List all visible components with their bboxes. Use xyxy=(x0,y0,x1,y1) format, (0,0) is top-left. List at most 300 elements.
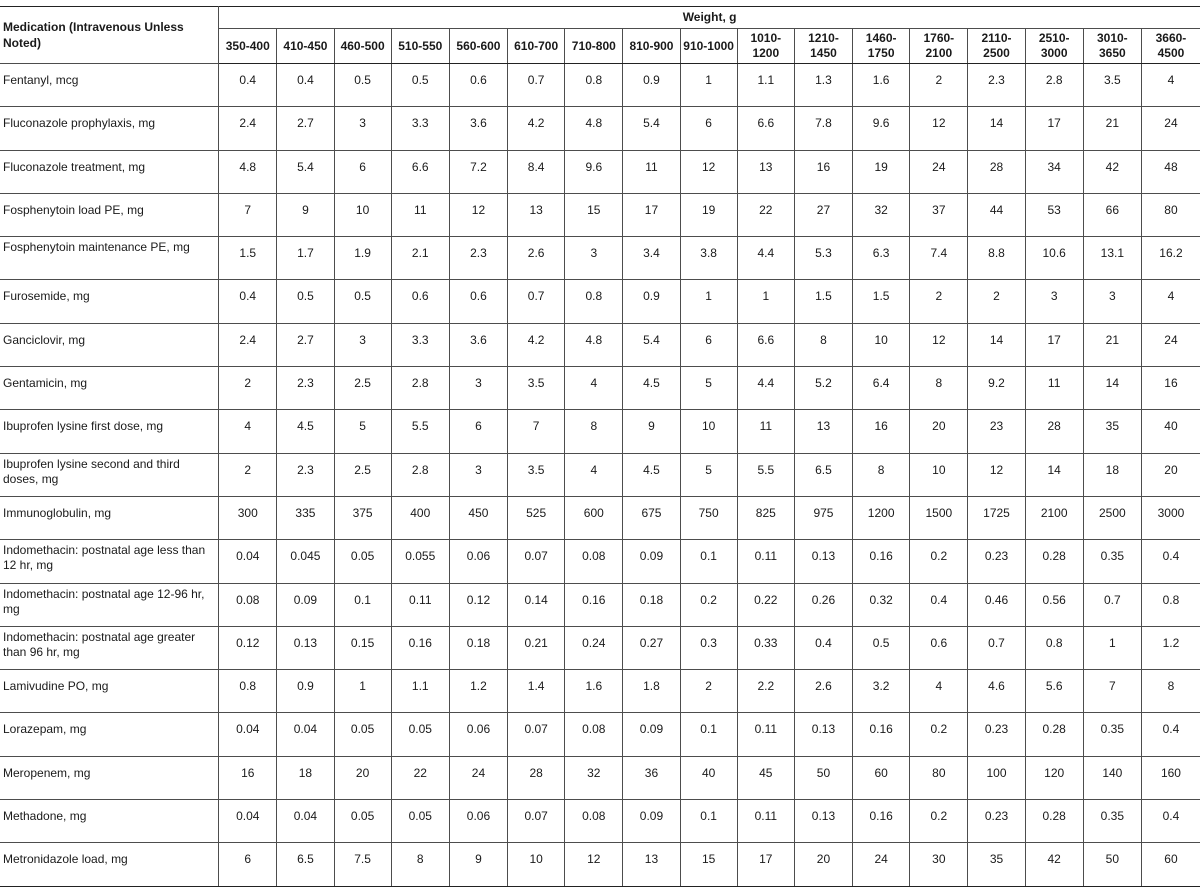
dose-cell: 9 xyxy=(623,410,680,453)
dose-cell: 7.5 xyxy=(334,843,391,886)
dose-cell: 1.6 xyxy=(565,670,623,713)
medication-name-cell: Fluconazole treatment, mg xyxy=(0,150,219,193)
dose-cell: 3 xyxy=(334,107,391,150)
dose-cell: 0.4 xyxy=(1141,800,1200,843)
dose-cell: 0.2 xyxy=(910,800,968,843)
dose-cell: 0.6 xyxy=(910,626,968,669)
dose-cell: 2.8 xyxy=(391,453,449,496)
dose-cell: 2.8 xyxy=(391,367,449,410)
dose-cell: 9.6 xyxy=(565,150,623,193)
dose-cell: 14 xyxy=(1025,453,1083,496)
dose-cell: 24 xyxy=(853,843,910,886)
dose-cell: 34 xyxy=(1025,150,1083,193)
dose-cell: 11 xyxy=(737,410,794,453)
medication-name-cell: Methadone, mg xyxy=(0,800,219,843)
dose-cell: 0.04 xyxy=(219,800,277,843)
dose-cell: 1 xyxy=(680,280,737,323)
dose-cell: 7.4 xyxy=(910,237,968,280)
dose-cell: 1500 xyxy=(910,496,968,539)
dose-cell: 0.8 xyxy=(1025,626,1083,669)
dose-cell: 750 xyxy=(680,496,737,539)
dose-cell: 0.9 xyxy=(277,670,334,713)
dose-cell: 825 xyxy=(737,496,794,539)
dose-cell: 2.3 xyxy=(449,237,507,280)
dose-cell: 5.4 xyxy=(277,150,334,193)
weight-range-header: 2510-3000 xyxy=(1025,29,1083,64)
dose-cell: 8.8 xyxy=(968,237,1025,280)
table-row xyxy=(0,64,1200,107)
dose-cell: 0.14 xyxy=(508,583,565,626)
weight-range-header: 350-400 xyxy=(219,29,277,64)
table-row xyxy=(0,107,1200,150)
dose-cell: 16 xyxy=(1141,367,1200,410)
dose-cell: 45 xyxy=(737,756,794,799)
table-row xyxy=(0,323,1200,366)
dose-cell: 9.6 xyxy=(853,107,910,150)
dose-cell: 13.1 xyxy=(1083,237,1141,280)
dose-cell: 0.27 xyxy=(623,626,680,669)
dose-cell: 4.4 xyxy=(737,237,794,280)
dose-cell: 12 xyxy=(449,193,507,236)
dose-cell: 0.9 xyxy=(623,280,680,323)
medication-name-cell: Fosphenytoin maintenance PE, mg xyxy=(0,237,219,280)
dose-cell: 0.05 xyxy=(334,540,391,583)
weight-range-header: 1210-1450 xyxy=(794,29,852,64)
dose-cell: 2.3 xyxy=(277,367,334,410)
dose-cell: 35 xyxy=(968,843,1025,886)
dose-cell: 160 xyxy=(1141,756,1200,799)
dose-cell: 6.3 xyxy=(853,237,910,280)
dose-cell: 1.2 xyxy=(1141,626,1200,669)
dose-cell: 0.5 xyxy=(334,280,391,323)
dose-cell: 0.12 xyxy=(449,583,507,626)
dose-cell: 0.7 xyxy=(508,280,565,323)
dose-cell: 2.4 xyxy=(219,323,277,366)
dose-cell: 4 xyxy=(1141,64,1200,107)
dose-cell: 0.16 xyxy=(565,583,623,626)
dose-cell: 2.5 xyxy=(334,453,391,496)
dose-cell: 0.09 xyxy=(623,540,680,583)
dose-cell: 2.1 xyxy=(391,237,449,280)
dose-cell: 0.11 xyxy=(737,540,794,583)
dose-cell: 0.4 xyxy=(219,64,277,107)
dose-cell: 7 xyxy=(219,193,277,236)
medication-name-cell: Ibuprofen lysine first dose, mg xyxy=(0,410,219,453)
dose-cell: 3.6 xyxy=(449,323,507,366)
dose-cell: 5.4 xyxy=(623,323,680,366)
medication-name-cell: Fluconazole prophylaxis, mg xyxy=(0,107,219,150)
dose-cell: 0.23 xyxy=(968,540,1025,583)
dose-cell: 0.1 xyxy=(680,800,737,843)
dose-cell: 0.16 xyxy=(853,713,910,756)
dose-cell: 7.2 xyxy=(449,150,507,193)
dose-cell: 0.9 xyxy=(623,64,680,107)
dose-cell: 5.5 xyxy=(391,410,449,453)
medication-name-cell: Meropenem, mg xyxy=(0,756,219,799)
dose-cell: 50 xyxy=(794,756,852,799)
dose-cell: 0.18 xyxy=(449,626,507,669)
dose-cell: 6.6 xyxy=(737,107,794,150)
dose-cell: 37 xyxy=(910,193,968,236)
dose-cell: 0.11 xyxy=(391,583,449,626)
medication-name-cell: Lorazepam, mg xyxy=(0,713,219,756)
dose-cell: 3.5 xyxy=(1083,64,1141,107)
dose-cell: 0.045 xyxy=(277,540,334,583)
dose-cell: 1725 xyxy=(968,496,1025,539)
dose-cell: 0.055 xyxy=(391,540,449,583)
dose-cell: 2.3 xyxy=(277,453,334,496)
dose-cell: 975 xyxy=(794,496,852,539)
dose-cell: 0.04 xyxy=(219,713,277,756)
dose-cell: 3 xyxy=(449,453,507,496)
dose-cell: 6 xyxy=(334,150,391,193)
dose-cell: 6 xyxy=(680,323,737,366)
dose-cell: 11 xyxy=(391,193,449,236)
dose-cell: 3.4 xyxy=(623,237,680,280)
dose-cell: 0.23 xyxy=(968,800,1025,843)
dose-cell: 5.3 xyxy=(794,237,852,280)
dose-cell: 3.5 xyxy=(508,367,565,410)
medication-name-cell: Ganciclovir, mg xyxy=(0,323,219,366)
dose-cell: 9 xyxy=(277,193,334,236)
dose-cell: 12 xyxy=(910,323,968,366)
weight-range-header: 3660-4500 xyxy=(1141,29,1200,64)
dose-cell: 17 xyxy=(623,193,680,236)
dose-cell: 13 xyxy=(623,843,680,886)
dose-cell: 1.6 xyxy=(853,64,910,107)
dose-cell: 1 xyxy=(334,670,391,713)
dose-cell: 6 xyxy=(449,410,507,453)
table-row xyxy=(0,367,1200,410)
dose-cell: 3.5 xyxy=(508,453,565,496)
dose-cell: 0.06 xyxy=(449,713,507,756)
weight-group-header: Weight, g xyxy=(219,7,1200,29)
dose-cell: 28 xyxy=(508,756,565,799)
dose-cell: 24 xyxy=(1141,107,1200,150)
dose-cell: 15 xyxy=(565,193,623,236)
dose-cell: 3 xyxy=(1083,280,1141,323)
dose-cell: 40 xyxy=(1141,410,1200,453)
dosing-table xyxy=(0,6,1200,887)
dose-cell: 66 xyxy=(1083,193,1141,236)
dose-cell: 0.13 xyxy=(794,800,852,843)
dose-cell: 12 xyxy=(910,107,968,150)
table-row xyxy=(0,280,1200,323)
dose-cell: 0.5 xyxy=(853,626,910,669)
dose-cell: 6.5 xyxy=(794,453,852,496)
dose-cell: 0.05 xyxy=(334,800,391,843)
dose-cell: 450 xyxy=(449,496,507,539)
dose-cell: 4.5 xyxy=(623,367,680,410)
dose-cell: 53 xyxy=(1025,193,1083,236)
weight-range-header: 810-900 xyxy=(623,29,680,64)
dose-cell: 42 xyxy=(1083,150,1141,193)
dose-cell: 22 xyxy=(391,756,449,799)
dose-cell: 0.32 xyxy=(853,583,910,626)
weight-range-header: 460-500 xyxy=(334,29,391,64)
dose-cell: 0.16 xyxy=(853,800,910,843)
dose-cell: 2.4 xyxy=(219,107,277,150)
dose-cell: 27 xyxy=(794,193,852,236)
dose-cell: 1.8 xyxy=(623,670,680,713)
dose-cell: 3 xyxy=(334,323,391,366)
dose-cell: 120 xyxy=(1025,756,1083,799)
dose-cell: 5.6 xyxy=(1025,670,1083,713)
dose-cell: 0.8 xyxy=(565,64,623,107)
dose-cell: 4.8 xyxy=(219,150,277,193)
dose-cell: 16 xyxy=(853,410,910,453)
dose-cell: 0.6 xyxy=(391,280,449,323)
dose-cell: 0.3 xyxy=(680,626,737,669)
dose-cell: 16 xyxy=(219,756,277,799)
dose-cell: 0.12 xyxy=(219,626,277,669)
dose-cell: 0.2 xyxy=(910,540,968,583)
weight-range-header: 3010-3650 xyxy=(1083,29,1141,64)
weight-range-header: 1010-1200 xyxy=(737,29,794,64)
dose-cell: 0.4 xyxy=(1141,540,1200,583)
dose-cell: 0.13 xyxy=(794,713,852,756)
dose-cell: 3.3 xyxy=(391,107,449,150)
dose-cell: 16 xyxy=(794,150,852,193)
dose-cell: 0.8 xyxy=(565,280,623,323)
dose-cell: 14 xyxy=(968,107,1025,150)
dose-cell: 9 xyxy=(449,843,507,886)
dose-cell: 23 xyxy=(968,410,1025,453)
dose-cell: 0.4 xyxy=(910,583,968,626)
dose-cell: 12 xyxy=(968,453,1025,496)
dose-cell: 0.4 xyxy=(1141,713,1200,756)
table-row xyxy=(0,237,1200,280)
dose-cell: 0.26 xyxy=(794,583,852,626)
dose-cell: 16.2 xyxy=(1141,237,1200,280)
table-body xyxy=(0,64,1200,887)
dose-cell: 19 xyxy=(680,193,737,236)
dose-cell: 32 xyxy=(853,193,910,236)
dose-cell: 4.2 xyxy=(508,107,565,150)
dose-cell: 24 xyxy=(910,150,968,193)
dose-cell: 3000 xyxy=(1141,496,1200,539)
dose-cell: 4 xyxy=(565,367,623,410)
dose-cell: 8 xyxy=(853,453,910,496)
dose-cell: 14 xyxy=(1083,367,1141,410)
dose-cell: 11 xyxy=(623,150,680,193)
dose-cell: 3.3 xyxy=(391,323,449,366)
dose-cell: 17 xyxy=(1025,323,1083,366)
dose-cell: 0.21 xyxy=(508,626,565,669)
dose-cell: 0.2 xyxy=(910,713,968,756)
dose-cell: 6 xyxy=(680,107,737,150)
table-row xyxy=(0,453,1200,496)
dose-cell: 5 xyxy=(334,410,391,453)
dose-cell: 4.6 xyxy=(968,670,1025,713)
dose-cell: 2 xyxy=(968,280,1025,323)
dose-cell: 2 xyxy=(680,670,737,713)
dose-cell: 375 xyxy=(334,496,391,539)
medication-name-cell: Indomethacin: postnatal age greater than 96 hr, mg xyxy=(0,626,219,669)
dose-cell: 36 xyxy=(623,756,680,799)
dose-cell: 12 xyxy=(565,843,623,886)
dose-cell: 12 xyxy=(680,150,737,193)
dose-cell: 1.9 xyxy=(334,237,391,280)
dose-cell: 0.8 xyxy=(1141,583,1200,626)
weight-range-header: 1460-1750 xyxy=(853,29,910,64)
weight-range-header: 510-550 xyxy=(391,29,449,64)
dose-cell: 8.4 xyxy=(508,150,565,193)
dose-cell: 48 xyxy=(1141,150,1200,193)
dose-cell: 0.09 xyxy=(623,713,680,756)
dose-cell: 0.07 xyxy=(508,540,565,583)
dose-cell: 7.8 xyxy=(794,107,852,150)
dose-cell: 0.08 xyxy=(219,583,277,626)
dose-cell: 400 xyxy=(391,496,449,539)
dose-cell: 2.7 xyxy=(277,107,334,150)
weight-range-header: 1760-2100 xyxy=(910,29,968,64)
dose-cell: 0.33 xyxy=(737,626,794,669)
dose-cell: 0.08 xyxy=(565,540,623,583)
dose-cell: 0.04 xyxy=(277,800,334,843)
dose-cell: 4.5 xyxy=(623,453,680,496)
table-row xyxy=(0,193,1200,236)
dose-cell: 24 xyxy=(449,756,507,799)
weight-range-header: 410-450 xyxy=(277,29,334,64)
dose-cell: 0.5 xyxy=(277,280,334,323)
medication-name-cell: Immunoglobulin, mg xyxy=(0,496,219,539)
medication-name-cell: Lamivudine PO, mg xyxy=(0,670,219,713)
dose-cell: 0.46 xyxy=(968,583,1025,626)
dose-cell: 80 xyxy=(910,756,968,799)
dose-cell: 0.56 xyxy=(1025,583,1083,626)
dose-cell: 1.1 xyxy=(391,670,449,713)
dose-cell: 5 xyxy=(680,453,737,496)
dose-cell: 6.6 xyxy=(391,150,449,193)
dose-cell: 13 xyxy=(508,193,565,236)
table-row xyxy=(0,713,1200,756)
dose-cell: 1.5 xyxy=(794,280,852,323)
dose-cell: 0.4 xyxy=(277,64,334,107)
dose-cell: 675 xyxy=(623,496,680,539)
medication-column-header: Medication (Intravenous Unless Noted) xyxy=(0,7,219,64)
dose-cell: 0.7 xyxy=(968,626,1025,669)
dose-cell: 22 xyxy=(737,193,794,236)
dose-cell: 13 xyxy=(794,410,852,453)
dose-cell: 2.6 xyxy=(794,670,852,713)
dose-cell: 2 xyxy=(219,367,277,410)
dose-cell: 50 xyxy=(1083,843,1141,886)
dose-cell: 0.05 xyxy=(391,713,449,756)
dose-cell: 8 xyxy=(1141,670,1200,713)
dose-cell: 7 xyxy=(1083,670,1141,713)
dose-cell: 1.2 xyxy=(449,670,507,713)
dose-cell: 0.5 xyxy=(334,64,391,107)
dose-cell: 0.7 xyxy=(508,64,565,107)
dose-cell: 5.2 xyxy=(794,367,852,410)
dose-cell: 0.2 xyxy=(680,583,737,626)
dose-cell: 0.15 xyxy=(334,626,391,669)
dose-cell: 0.05 xyxy=(391,800,449,843)
weight-range-header: 910-1000 xyxy=(680,29,737,64)
dose-cell: 0.11 xyxy=(737,800,794,843)
dose-cell: 0.1 xyxy=(680,540,737,583)
dose-cell: 19 xyxy=(853,150,910,193)
dose-cell: 0.1 xyxy=(680,713,737,756)
dose-cell: 0.16 xyxy=(853,540,910,583)
dose-cell: 0.6 xyxy=(449,64,507,107)
dose-cell: 18 xyxy=(277,756,334,799)
dose-cell: 2 xyxy=(910,64,968,107)
dose-cell: 4.8 xyxy=(565,107,623,150)
dose-cell: 4.2 xyxy=(508,323,565,366)
table-row xyxy=(0,583,1200,626)
dose-cell: 1.7 xyxy=(277,237,334,280)
dose-cell: 2500 xyxy=(1083,496,1141,539)
dose-cell: 8 xyxy=(565,410,623,453)
dose-cell: 0.07 xyxy=(508,800,565,843)
dose-cell: 0.28 xyxy=(1025,540,1083,583)
dose-cell: 15 xyxy=(680,843,737,886)
dose-cell: 6.4 xyxy=(853,367,910,410)
dose-cell: 1.4 xyxy=(508,670,565,713)
dose-cell: 1.1 xyxy=(737,64,794,107)
dose-cell: 2 xyxy=(219,453,277,496)
dose-cell: 21 xyxy=(1083,107,1141,150)
dose-cell: 7 xyxy=(508,410,565,453)
dose-cell: 2.7 xyxy=(277,323,334,366)
dose-cell: 20 xyxy=(910,410,968,453)
dose-cell: 3.2 xyxy=(853,670,910,713)
weight-range-header: 710-800 xyxy=(565,29,623,64)
dose-cell: 0.24 xyxy=(565,626,623,669)
dose-cell: 5 xyxy=(680,367,737,410)
dose-cell: 1200 xyxy=(853,496,910,539)
dose-cell: 100 xyxy=(968,756,1025,799)
dose-cell: 0.4 xyxy=(219,280,277,323)
dose-cell: 3.6 xyxy=(449,107,507,150)
dose-cell: 1 xyxy=(1083,626,1141,669)
dose-cell: 1.3 xyxy=(794,64,852,107)
medication-name-cell: Gentamicin, mg xyxy=(0,367,219,410)
dose-cell: 10 xyxy=(853,323,910,366)
dose-cell: 0.35 xyxy=(1083,713,1141,756)
dose-cell: 0.35 xyxy=(1083,800,1141,843)
table-row xyxy=(0,756,1200,799)
dose-cell: 35 xyxy=(1083,410,1141,453)
dose-cell: 3 xyxy=(565,237,623,280)
dose-cell: 44 xyxy=(968,193,1025,236)
dose-cell: 2.2 xyxy=(737,670,794,713)
dose-cell: 0.1 xyxy=(334,583,391,626)
dose-cell: 30 xyxy=(910,843,968,886)
table-row xyxy=(0,670,1200,713)
table-row xyxy=(0,626,1200,669)
dose-cell: 140 xyxy=(1083,756,1141,799)
dose-cell: 17 xyxy=(737,843,794,886)
dose-cell: 17 xyxy=(1025,107,1083,150)
dose-cell: 8 xyxy=(391,843,449,886)
dose-cell: 0.09 xyxy=(623,800,680,843)
dose-cell: 24 xyxy=(1141,323,1200,366)
dose-cell: 600 xyxy=(565,496,623,539)
dose-cell: 1 xyxy=(680,64,737,107)
dose-cell: 6 xyxy=(219,843,277,886)
dose-cell: 32 xyxy=(565,756,623,799)
dose-cell: 4 xyxy=(910,670,968,713)
dose-cell: 8 xyxy=(910,367,968,410)
dose-cell: 13 xyxy=(737,150,794,193)
table-row xyxy=(0,150,1200,193)
dose-cell: 1.5 xyxy=(219,237,277,280)
dose-cell: 0.18 xyxy=(623,583,680,626)
dose-cell: 0.06 xyxy=(449,800,507,843)
